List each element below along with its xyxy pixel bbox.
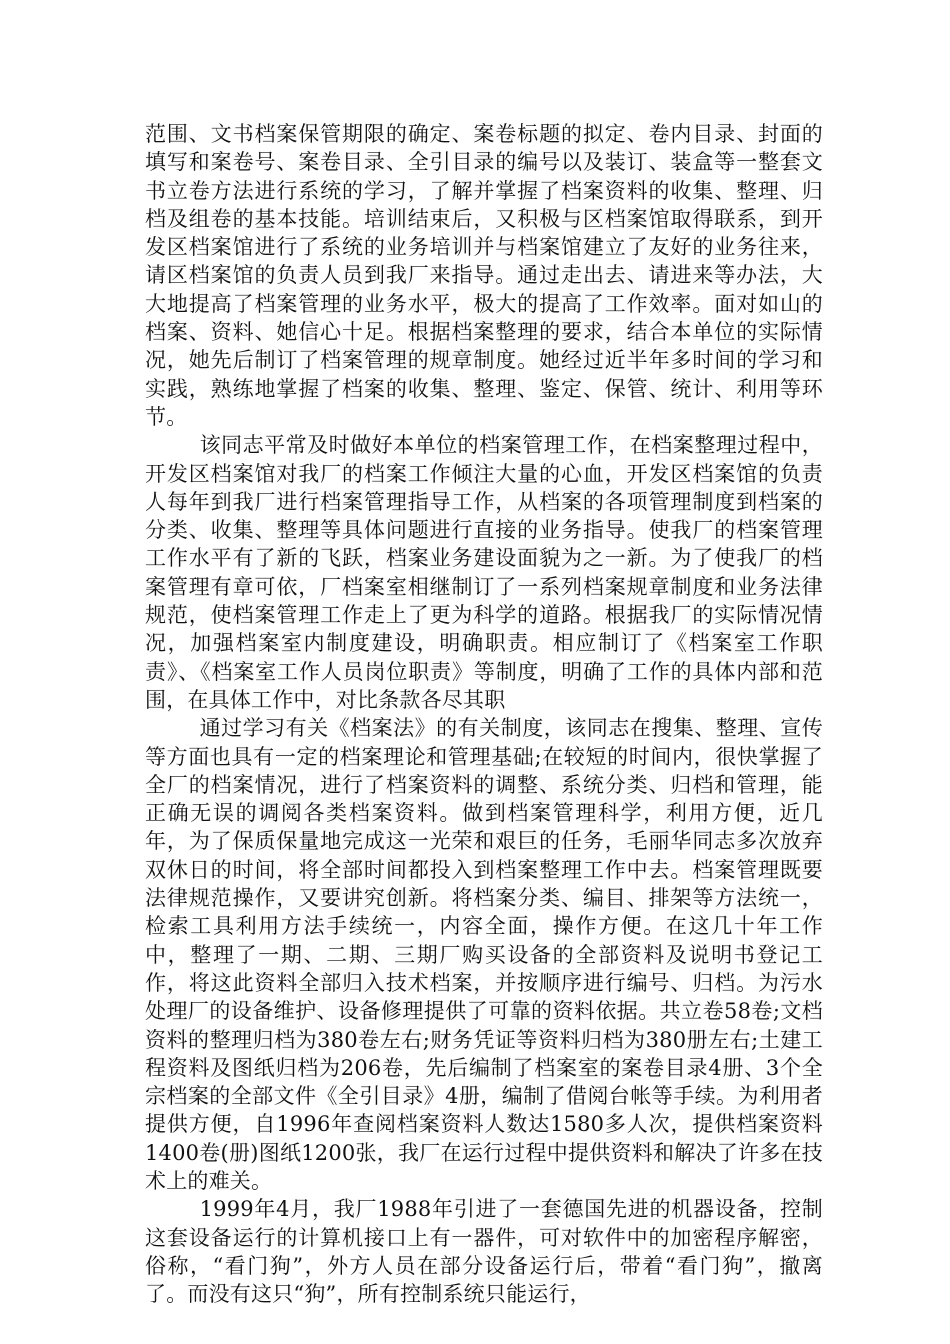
- paragraph-3: 通过学习有关《档案法》的有关制度，该同志在搜集、整理、宣传等方面也具有一定的档案理论和管理基础;在较短的时间内，很快掌握了全厂的档案情况，进行了档案资料的调整、系统分类、归档和管理，能正确无误的调阅各类档案资料。做到档案管理科学，利用方便，近几年，为了保质保量地完成这一光荣和艰巨的任务，毛丽华同志多次放弃双休日的时间，将全部时间都投入到档案整理工作中去。档案管理既要法律规范操作，又要讲究创新。将档案分类、编目、排架等方法统一，检索工具利用方法手续统一，内容全面，操作方便。在这几十年工作中，整理了一期、二期、三期厂购买设备的全部资料及说明书登记工作，将这此资料全部归入技术档案，并按顺序进行编号、归档。为污水处理厂的设备维护、设备修理提供了可靠的资料依据。共立卷58卷;文档资料的整理归档为380卷左右;财务凭证等资料归档为380册左右;土建工程资料及图纸归档为206卷，先后编制了档案室的案卷目录4册、3个全宗档案的全部文件《全引目录》4册，编制了借阅台帐等手续。为利用者提供方便，自1996年查阅档案资料人数达1580多人次，提供档案资料1400卷(册)图纸1200张，我厂在运行过程中提供资料和解决了许多在技术上的难关。: [145, 716, 823, 1193]
- paragraph-1: 范围、文书档案保管期限的确定、案卷标题的拟定、卷内目录、封面的填写和案卷号、案卷目录、全引目录的编号以及装订、装盒等一整套文书立卷方法进行系统的学习，了解并掌握了档案资料的收集、整理、归档及组卷的基本技能。培训结束后，又积极与区档案馆取得联系，到开发区档案馆进行了系统的业务培训并与档案馆建立了友好的业务往来，请区档案馆的负责人员到我厂来指导。通过走出去、请进来等办法，大大地提高了档案管理的业务水平，极大的提高了工作效率。面对如山的档案、资料、她信心十足。根据档案整理的要求，结合本单位的实际情况，她先后制订了档案管理的规章制度。她经过近半年多时间的学习和实践，熟练地掌握了档案的收集、整理、鉴定、保管、统计、利用等环节。: [145, 122, 823, 429]
- document-body: [145, 120, 823, 1308]
- paragraph-2: 该同志平常及时做好本单位的档案管理工作，在档案整理过程中，开发区档案馆对我厂的档案工作倾注大量的心血，开发区档案馆的负责人每年到我厂进行档案管理指导工作，从档案的各项管理制度到档案的分类、收集、整理等具体问题进行直接的业务指导。使我厂的档案管理工作水平有了新的飞跃，档案业务建设面貌为之一新。为了使我厂的档案管理有章可依，厂档案室相继制订了一系列档案规章制度和业务法律规范，使档案管理工作走上了更为科学的道路。根据我厂的实际情况情况，加强档案室内制度建设，明确职责。相应制订了《档案室工作职责》、《档案室工作人员岗位职责》等制度，明确了工作的具体内部和范围，在具体工作中，对比条款各尽其职: [145, 433, 823, 712]
- paragraph-4: 1999年4月，我厂1988年引进了一套德国先进的机器设备，控制这套设备运行的计算机接口上有一器件，可对软件中的加密程序解密，俗称，“看门狗”，外方人员在部分设备运行后，带着“看门狗”，撤离了。而没有这只“狗”，所有控制系统只能运行，: [145, 1197, 823, 1307]
